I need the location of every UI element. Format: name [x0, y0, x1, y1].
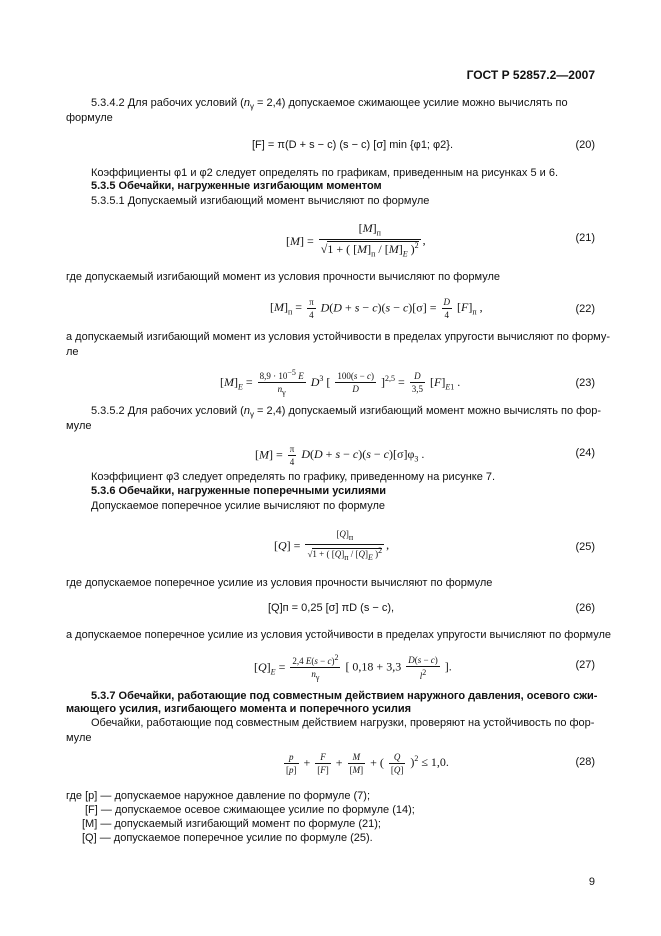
- formula-23-number: (23): [575, 377, 595, 389]
- paragraph-5-3-4-2-cont: формуле: [66, 112, 113, 124]
- paragraph-5-3-5-2-cont: муле: [66, 420, 92, 432]
- paragraph-shear-intro: Допускаемое поперечное усилие вычисляют по формуле: [91, 500, 386, 512]
- paragraph-coefficients: Коэффициенты φ1 и φ2 следует определять по графикам, приведенным на рисунках 5 и 6.: [91, 167, 559, 179]
- formula-28-number: (28): [575, 756, 595, 768]
- section-5-3-5-heading: 5.3.5 Обечайки, нагруженные изгибающим моментом: [91, 180, 382, 192]
- formula-21: [M] = $\frac{[M]_п}{√1 + ( [M]_п / [M]_E )^2}$ ,: [286, 221, 426, 259]
- where-list-item: [M] — допускаемый изгибающий момент по формуле (21);: [82, 818, 381, 830]
- paragraph-combined-load: Обечайки, работающие под совместным действием нагрузки, проверяют на устойчивость по фор-: [91, 717, 595, 729]
- formula-26: [Q]п = 0,25 [σ] πD (s − c),: [268, 602, 395, 614]
- paragraph-stability-moment-cont: ле: [66, 346, 79, 358]
- paragraph-stability-moment: а допускаемый изгибающий момент из условия устойчивости в пределах упругости вычисляют по форму-: [66, 331, 611, 343]
- paragraph-stability-shear: а допускаемое поперечное усилие из условия устойчивости в пределах упругости вычисляют по формуле: [66, 629, 612, 641]
- formula-27-number: (27): [575, 659, 595, 671]
- paragraph-5-3-4-2: 5.3.4.2 Для рабочих условий $(n_\gamma = 2,4)$ допускаемое сжимающее усилие можно вычислять по: [91, 97, 568, 112]
- formula-25: [Q] = $\frac{[Q]_п}{√1 + ( [Q]_п / [Q]_E )^2}$ ,: [274, 529, 390, 562]
- paragraph-5-3-5-2: 5.3.5.2 Для рабочих условий $(n_\gamma = 2,4)$ допускаемый изгибающий момент можно вычислять по фор-: [91, 405, 602, 420]
- formula-20-number: (20): [575, 139, 595, 151]
- paragraph-coefficient-phi3: Коэффициент φ3 следует определять по графику, приведенному на рисунке 7.: [91, 471, 496, 483]
- formula-23: $[M]_E$ = $\frac{8,9 \cdot 10^{-5} E}{n_\gamma}$ $D^3$ [ $\frac{100(s - c)}{D}$ ]$^{2,5}$ = $\frac{D}{3,5}$ $[F]_{E1}$ .: [220, 368, 461, 397]
- where-list-item: [F] — допускаемое осевое сжимающее усилие по формуле (14);: [85, 804, 415, 816]
- formula-28: $\frac{p}{[p]}$ + $\frac{F}{[F]}$ + $\frac{M}{[M]}$ + ( $\frac{Q}{[Q]}$ )$^2$ ≤ 1,0.: [286, 752, 449, 775]
- formula-24: [M] = $\frac{\pi}{4}$ $D(D + s - c)(s - c)[\sigma]\varphi_3$ .: [255, 444, 425, 467]
- formula-25-number: (25): [575, 541, 595, 553]
- paragraph-5-3-5-1: 5.3.5.1 Допускаемый изгибающий момент вычисляют по формуле: [91, 195, 430, 207]
- formula-24-number: (24): [575, 447, 595, 459]
- formula-20: [F] = π(D + s − c) (s − c) [σ] min {φ1; φ2}.: [252, 139, 454, 151]
- where-list-item: где [p] — допускаемое наружное давление по формуле (7);: [66, 790, 371, 802]
- standard-header: ГОСТ Р 52857.2—2007: [466, 68, 595, 82]
- formula-21-number: (21): [575, 232, 595, 244]
- formula-22-number: (22): [575, 303, 595, 315]
- paragraph-strength-moment: где допускаемый изгибающий момент из условия прочности вычисляют по формуле: [66, 271, 501, 283]
- formula-22: $[M]_п$ = $\frac{\pi}{4}$ D(D + s − c)(s − c)[σ] = $\frac{D}{4}$ $[F]_п$ ,: [270, 297, 483, 320]
- formula-27: $[Q]_E$ = $\frac{2,4 E(s - c)^2}{n_\gamma}$ [ 0,18 + 3,3 $\frac{D(s - c)}{l^2}$ ].: [254, 653, 452, 682]
- page-number: 9: [588, 876, 595, 888]
- paragraph-strength-shear: где допускаемое поперечное усилие из условия прочности вычисляют по формуле: [66, 577, 493, 589]
- formula-26-number: (26): [575, 602, 595, 614]
- where-list-item: [Q] — допускаемое поперечное усилие по формуле (25).: [82, 832, 373, 844]
- section-5-3-7-heading: 5.3.7 Обечайки, работающие под совместным действием наружного давления, осевого сжи-: [91, 690, 598, 702]
- paragraph-combined-load-cont: муле: [66, 732, 92, 744]
- section-5-3-7-heading-cont: мающего усилия, изгибающего момента и поперечного усилия: [66, 703, 411, 715]
- section-5-3-6-heading: 5.3.6 Обечайки, нагруженные поперечными усилиями: [91, 485, 387, 497]
